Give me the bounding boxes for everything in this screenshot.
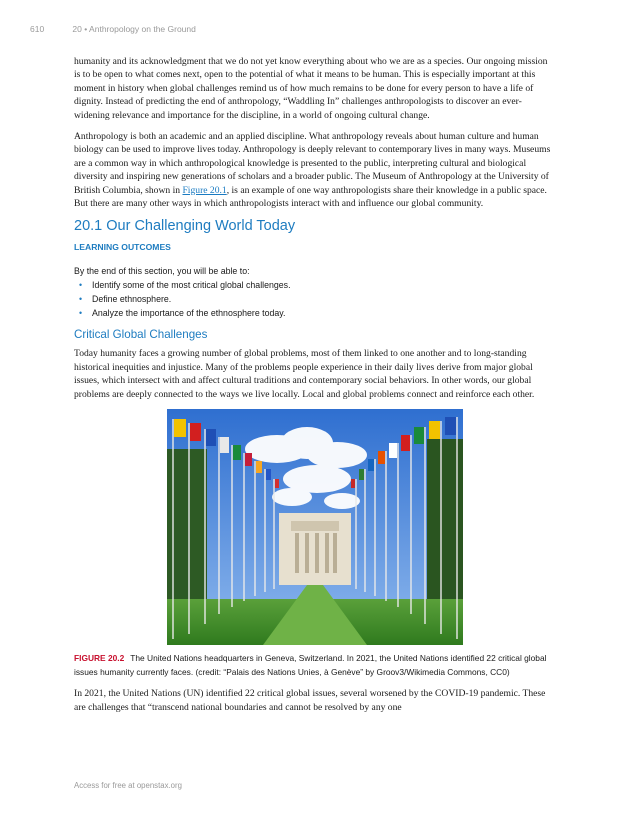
figure-caption [74,651,556,679]
list-item-text: Define ethnosphere. [92,294,172,305]
section-title: 20.1 Our Challenging World Today [74,218,296,235]
page-header [30,24,196,34]
figure-20-1-link[interactable]: Figure 20.1 [182,184,227,196]
bullet-icon: • [79,308,83,319]
list-item [74,292,556,306]
palace-portico [291,521,339,531]
page-footer: Access for free at openstax.org [74,781,182,790]
figure-label: FIGURE 20.2 [74,653,125,664]
paragraph-intro: humanity and its acknowledgment that we do not yet know everything about who we are as a species. Our ongoing mission is to be open to what comes next, open to the potential of what it means to be human. This is especially important at this moment in history when global challenges remind us of how much remains to be done for every person to have a life of dignity. Instead of predicting the end of anthropology, “Waddling In” challenges anthropologists to discover an ever-widening relevance and importance for the discipline, in a world of ongoing cultural change. [74,56,548,121]
paragraph-museum-text-2: , is an example of one way anthropologists share their knowledge in a public space. But there are many other ways in which anthropologists interact with and influence our global community. [74,184,547,210]
bullet-icon: • [79,294,83,305]
learning-outcomes-heading: LEARNING OUTCOMES [74,242,171,253]
page-content [74,55,556,722]
list-item-text: Identify some of the most critical global challenges. [92,280,291,291]
paragraph-global-problems: Today humanity faces a growing number of global problems, most of them linked to one another and to long-standing historical inequities and injustice. Many of the problems people experience in their daily lives derive from major global issues, which intersect with and affect cultural traditions and contemporary social behaviors. In other words, our global problems are deeply connected to the ways we live locally. Local and global problems connect and reinforce each other. [74,348,535,400]
list-item [74,306,556,320]
paragraph-museum [74,130,556,210]
learning-outcomes-intro: By the end of this section, you will be able to: [74,266,250,277]
paragraph-un-issues: In 2021, the United Nations (UN) identified 22 critical global issues, several worsened by the COVID-19 pandemic. These are challenges that “transcend national boundaries and cannot be resolved by any one [74,688,546,713]
bullet-icon: • [79,280,83,291]
chapter-title: 20 • Anthropology on the Ground [72,24,196,34]
subsection-title: Critical Global Challenges [74,328,208,342]
list-item-text: Analyze the importance of the ethnosphere today. [92,308,286,319]
paragraph-museum-text-1: Anthropology is both an academic and an applied discipline. What anthropology reveals about human culture and human biology can be used to improve lives today. Anthropology is deeply relevant to contemporary lives in many ways. Museums are a common way in which anthropological knowledge is presented to the public, interpreting cultural and biological diversity and inspiring new generations of scholars and a broader public. The Museum of Anthropology at the University of British Columbia, shown in [74,131,551,196]
learning-outcomes-list [74,278,556,320]
page-number: 610 [30,24,45,34]
un-flags-photo [167,409,463,645]
figure-caption-text: The United Nations headquarters in Geneva, Switzerland. In 2021, the United Nations identified 22 critical global issues humanity currently faces. (credit: “Palais des Nations Unies, à Genève” by Groov3/Wikimedia Commons, CC0) [74,653,547,678]
list-item [74,278,556,292]
